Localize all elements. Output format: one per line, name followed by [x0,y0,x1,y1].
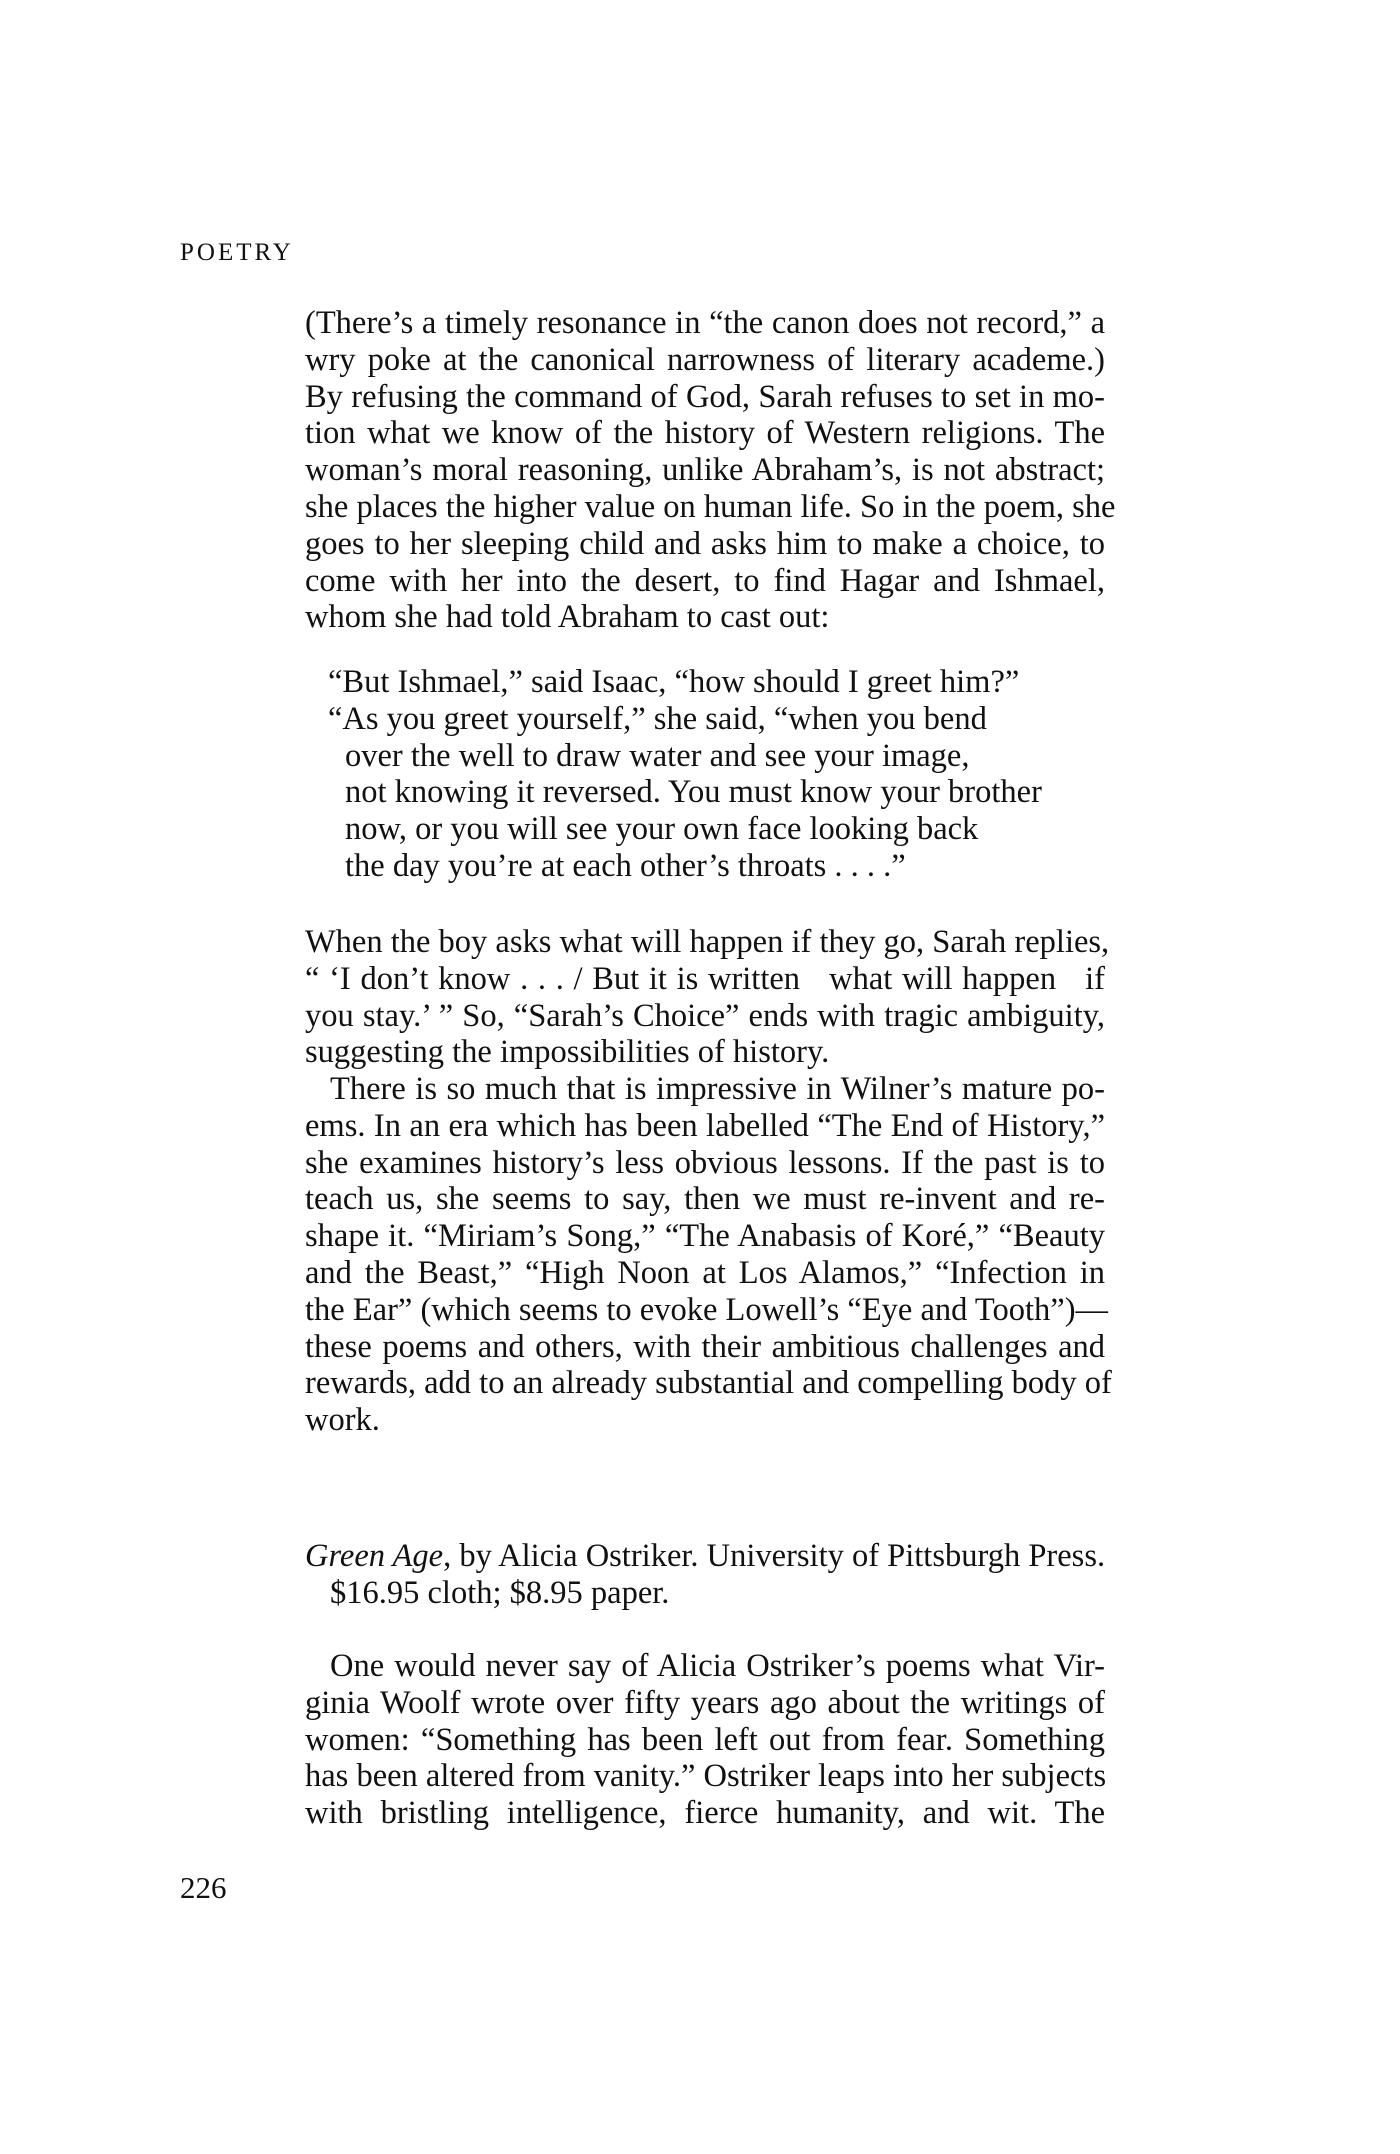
text-line: tion what we know of the history of Western religions. The [305,415,1105,452]
text-line: whom she had told Abraham to cast out: [305,599,830,636]
text-line: When the boy asks what will happen if they go, Sarah replies, [305,924,1110,960]
citation-price: $16.95 cloth; $8.95 paper. [330,1574,670,1611]
citation-publisher: , by Alicia Ostriker. University of Pittsburgh Press. [443,1538,1106,1574]
text-line: goes to her sleeping child and asks him to make a choice, to [305,525,1105,562]
text-line: you stay.’ ” So, “Sarah’s Choice” ends with tragic ambiguity, [305,997,1105,1034]
text-line: and the Beast,” “High Noon at Los Alamos,” “Infection in [305,1254,1105,1291]
poem-line: over the well to draw water and see your image, [345,737,970,774]
text-line: come with her into the desert, to find Hagar and Ishmael, [305,562,1105,599]
text-line: these poems and others, with their ambitious challenges and [305,1328,1105,1365]
text-line: ginia Woolf wrote over fifty years ago about the writings of [305,1684,1105,1721]
paragraph-sarahs-choice-intro [305,305,1116,636]
text-line: (There’s a timely resonance in “the canon does not record,” a [305,305,1105,341]
text-line: suggesting the impossibilities of history. [305,1034,830,1071]
text-line: rewards, add to an already substantial and compelling body of [305,1365,1112,1402]
text-line: work. [305,1402,380,1439]
text-line: women: “Something has been left out from fear. Something [305,1721,1105,1758]
citation-line [305,1538,1105,1575]
text-line: the Ear” (which seems to evoke Lowell’s “Eye and Tooth”)— [305,1291,1109,1328]
text-line: teach us, she seems to say, then we must re-invent and re- [305,1181,1105,1218]
text-line: woman’s moral reasoning, unlike Abraham’s, is not abstract; [305,452,1105,489]
paragraph-wilner-mature-poems [305,1071,1112,1439]
poem-line: the day you’re at each other’s throats . . . .” [345,847,906,884]
poem-line: “But Ishmael,” said Isaac, “how should I greet him?” [328,664,1020,700]
running-head: POETRY [180,239,294,266]
poem-line: not knowing it reversed. You must know your brother [345,774,1042,811]
text-line: has been altered from vanity.” Ostriker leaps into her subjects [305,1758,1107,1795]
text-line: There is so much that is impressive in Wilner’s mature po- [330,1071,1105,1107]
text-line: wry poke at the canonical narrowness of literary academe.) [305,341,1105,378]
text-line: By refusing the command of God, Sarah refuses to set in mo- [305,378,1105,415]
text-line: with bristling intelligence, fierce humanity, and wit. The [305,1795,1105,1832]
poem-excerpt [328,664,1042,885]
poem-line: “As you greet yourself,” she said, “when you bend [328,700,987,737]
review-citation [305,1538,1105,1612]
paragraph-ostriker-review [305,1648,1105,1832]
book-title: Green Age [305,1538,444,1574]
text-line: shape it. “Miriam’s Song,” “The Anabasis of Koré,” “Beauty [305,1218,1105,1255]
text-line: One would never say of Alicia Ostriker’s poems what Vir- [330,1648,1105,1684]
text-line: she examines history’s less obvious lessons. If the past is to [305,1144,1105,1181]
page-number: 226 [180,1870,227,1905]
text-line: ems. In an era which has been labelled “The End of History,” [305,1107,1105,1144]
text-line: she places the higher value on human life. So in the poem, she [305,488,1116,525]
poem-line: now, or you will see your own face looking back [345,811,979,848]
paragraph-boy-asks [305,924,1110,1071]
text-line: “ ‘I don’t know . . . / But it is written what will happen if [305,960,1105,997]
